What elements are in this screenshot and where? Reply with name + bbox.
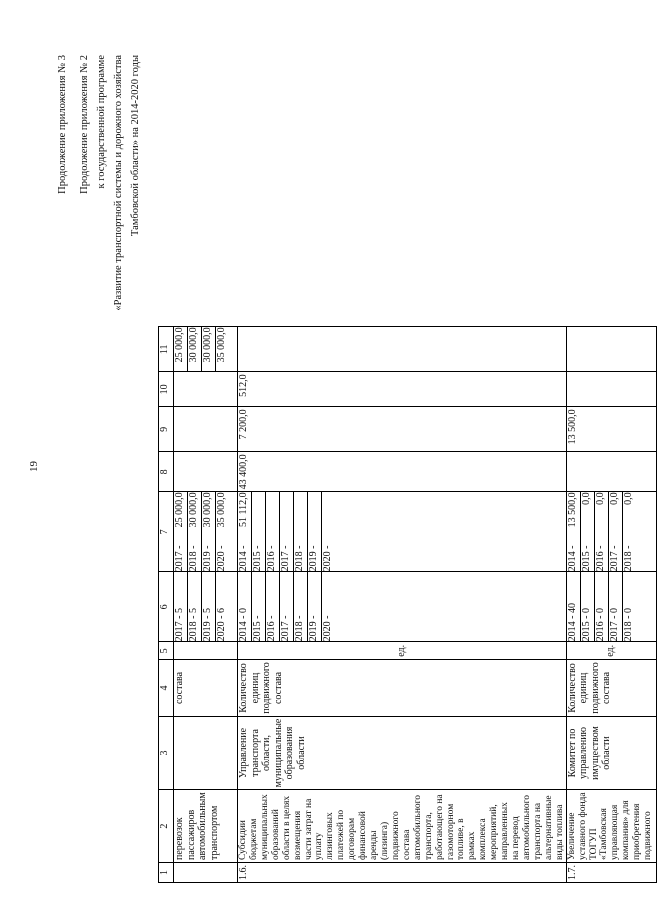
column-number: 6 (159, 572, 174, 642)
funding-value: 0,0 (580, 492, 592, 505)
funding-line (567, 492, 580, 571)
table-row (238, 327, 567, 883)
funding-year: 2017 - (280, 545, 291, 572)
funding-line (174, 492, 187, 571)
funding-total (238, 492, 567, 572)
column-number: 11 (159, 327, 174, 372)
row-number: 1.6. (238, 863, 567, 883)
funding-line (201, 492, 215, 571)
column-number: 9 (159, 407, 174, 452)
funding-year: 2016 - (594, 545, 606, 572)
funding-line (622, 492, 636, 571)
funding-value: 25 000,0 (174, 492, 185, 528)
other-value: 30 000,0 (201, 327, 215, 371)
funding-line (307, 492, 321, 571)
indicator-value: 2015 - (251, 572, 265, 641)
indicator-value: 2018 - (293, 572, 307, 641)
indicator-values (174, 572, 238, 642)
indicator-value: 2017 - 5 (174, 607, 185, 642)
federal-budget (566, 452, 656, 492)
funding-value: 30 000,0 (202, 492, 213, 528)
column-number: 10 (159, 372, 174, 407)
indicator-value: 2018 - 5 (187, 572, 201, 641)
indicator-value: 2014 - 40 (566, 602, 578, 642)
measure-name: перевозок пассажиров автомобильным транспортом (174, 790, 238, 863)
column-number: 5 (159, 642, 174, 660)
column-number: 2 (159, 790, 174, 863)
funding-year: 2018 - (294, 545, 305, 572)
measure-name: Увеличение уставного фонда ТОГУП «Тамбовская управляющая компания» для приобретения подвижного (566, 790, 656, 863)
page-number: 19 (28, 461, 40, 472)
unit (174, 642, 238, 660)
indicator-value: 2016 - 0 (594, 572, 608, 641)
funding-value: 0,0 (594, 492, 606, 505)
funding-line (265, 492, 279, 571)
row-number (174, 863, 238, 883)
funding-total (174, 492, 238, 572)
other-value: 30 000,0 (187, 327, 201, 371)
other-sources (238, 327, 567, 372)
column-number-row (159, 327, 174, 883)
funding-line (251, 492, 265, 571)
indicator-value: 2020 - (321, 572, 335, 641)
column-number: 8 (159, 452, 174, 492)
funding-line (293, 492, 307, 571)
funding-line (580, 492, 594, 571)
program-table (158, 326, 657, 883)
indicator-values (238, 572, 567, 642)
regional-budget (174, 407, 238, 452)
indicator-value: 2019 - (307, 572, 321, 641)
funding-year: 2020 - (216, 545, 227, 572)
federal-budget: 43 400,0 (238, 452, 567, 492)
funding-year: 2016 - (266, 545, 277, 572)
responsible (174, 716, 238, 790)
responsible: Управление транспорта области, муниципальные образования области (238, 716, 567, 790)
other-value: 35 000,0 (215, 327, 229, 371)
row-number: 1.7. (566, 863, 656, 883)
column-number: 7 (159, 492, 174, 572)
header-line-1: Продолжение приложения № 3 (57, 55, 68, 194)
regional-budget: 13 500,0 (566, 407, 656, 452)
funding-value: 0,0 (622, 492, 634, 505)
indicator-value: 2018 - 0 (622, 572, 636, 641)
funding-year: 2018 - (188, 545, 199, 572)
funding-line (608, 492, 622, 571)
indicator-value: 2017 - 0 (608, 572, 622, 641)
header-line-5: Тамбовской области» на 2014-2020 годы (130, 55, 141, 237)
funding-year: 2017 - (174, 545, 185, 572)
funding-line (215, 492, 229, 571)
indicator: Количество единиц подвижного состава (566, 660, 656, 716)
other-sources (566, 327, 656, 372)
other-value: 25 000,0 (174, 327, 185, 363)
unit: ед. (566, 642, 656, 660)
funding-year: 2019 - (202, 545, 213, 572)
indicator: состава (174, 660, 238, 716)
funding-line (238, 492, 251, 571)
indicator-value: 2016 - (265, 572, 279, 641)
indicator: Количество единиц подвижного состава (238, 660, 567, 716)
funding-year: 2014 - (566, 545, 578, 572)
funding-year: 2018 - (622, 545, 634, 572)
header-line-4: «Развитие транспортной системы и дорожного хозяйства (113, 55, 124, 311)
column-number: 1 (159, 863, 174, 883)
local-budget (174, 372, 238, 407)
funding-year: 2015 - (580, 545, 592, 572)
indicator-value: 2014 - 0 (238, 607, 249, 642)
column-number: 3 (159, 716, 174, 790)
federal-budget (174, 452, 238, 492)
funding-value: 51 112,0 (238, 492, 249, 527)
funding-line (321, 492, 335, 571)
indicator-values (566, 572, 656, 642)
funding-value: 0,0 (608, 492, 620, 505)
header-line-2: Продолжение приложения № 2 (79, 55, 90, 194)
funding-year: 2019 - (308, 545, 319, 572)
responsible: Комитет по управлению имуществом области (566, 716, 656, 790)
funding-value: 30 000,0 (188, 492, 199, 528)
unit: ед. (238, 642, 567, 660)
funding-value: 35 000,0 (216, 492, 227, 528)
funding-value: 13 500,0 (566, 492, 578, 528)
funding-year: 2017 - (608, 545, 620, 572)
funding-line (187, 492, 201, 571)
local-budget: 512,0 (238, 372, 567, 407)
measure-name: Субсидии бюджетам муниципальных образований области в целях возмещения части затрат на уплату лизинговых платежей по договорам финансовой аренды (лизинга) подвижного состава автомобильного транспорта, работающего на газомоторном топливе, в рамках комплекса мероприятий, направленных на перевод автомобильного транспорта на альтернативные виды топлива (238, 790, 567, 863)
table-row (566, 327, 656, 883)
indicator-value: 2019 - 5 (201, 572, 215, 641)
other-sources (174, 327, 238, 372)
header-line-3: к государственной программе (96, 55, 107, 189)
table-row (174, 327, 238, 883)
indicator-value: 2015 - 0 (580, 572, 594, 641)
funding-line (279, 492, 293, 571)
funding-year: 2020 - (322, 545, 333, 572)
funding-total (566, 492, 656, 572)
funding-line (594, 492, 608, 571)
funding-year: 2015 - (252, 545, 263, 572)
local-budget (566, 372, 656, 407)
indicator-value: 2020 - 6 (215, 572, 229, 641)
indicator-value: 2017 - (279, 572, 293, 641)
column-number: 4 (159, 660, 174, 716)
regional-budget: 7 200,0 (238, 407, 567, 452)
funding-year: 2014 - (238, 545, 249, 572)
